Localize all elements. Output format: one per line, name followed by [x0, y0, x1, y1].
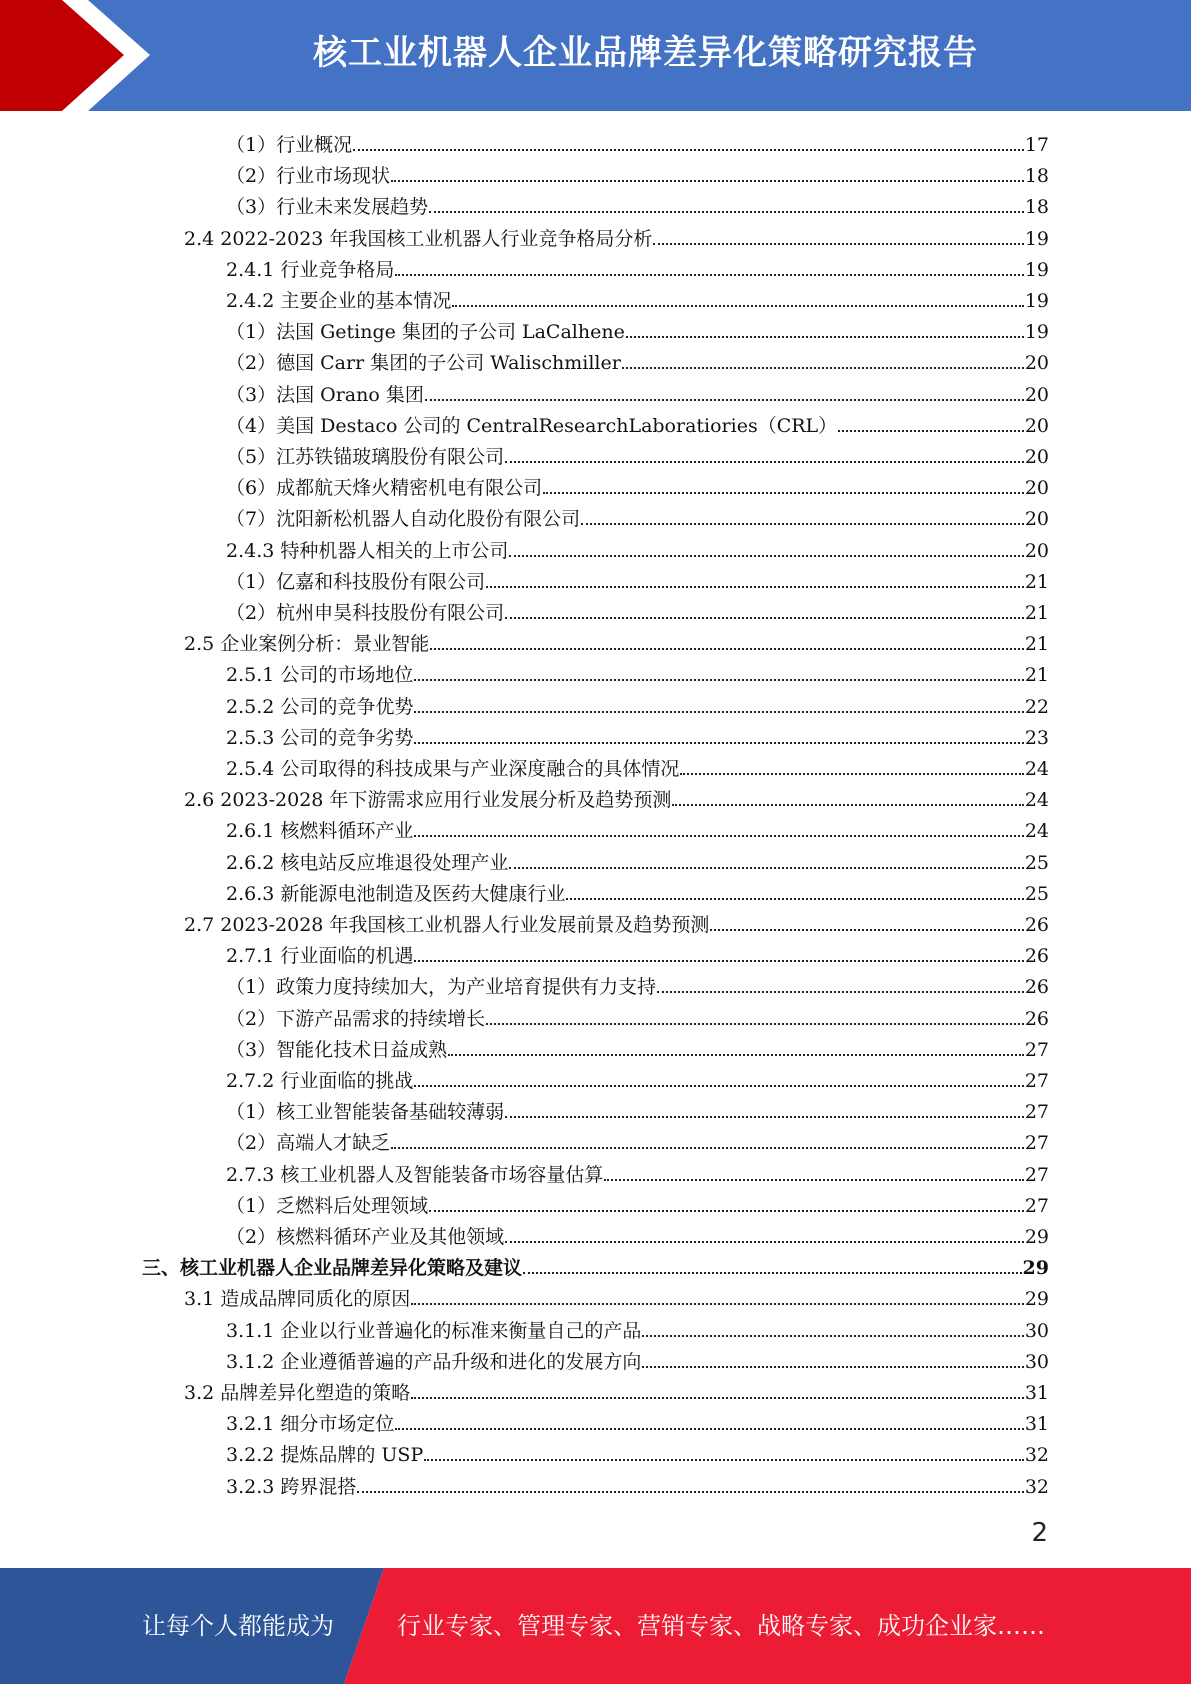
toc-entry[interactable] — [226, 813, 1049, 844]
footer-banner — [0, 1568, 1191, 1684]
toc-entry-title: 3.1 造成品牌同质化的原因 — [184, 1288, 411, 1310]
toc-entry-title: （3）智能化技术日益成熟 — [226, 1039, 448, 1061]
toc-entry-title: 2.6.1 核燃料循环产业 — [226, 820, 414, 842]
toc-dot-leader — [672, 782, 1023, 806]
toc-entry[interactable] — [184, 782, 1049, 813]
toc-dot-leader — [838, 408, 1024, 432]
toc-entry-page: 26 — [1024, 914, 1049, 936]
document-title: 核工业机器人企业品牌差异化策略研究报告 — [313, 33, 978, 73]
toc-entry-title: （2）杭州申昊科技股份有限公司 — [226, 602, 505, 624]
toc-entry-page: 23 — [1024, 727, 1049, 749]
toc-entry[interactable] — [226, 127, 1049, 158]
toc-dot-leader — [429, 189, 1024, 213]
toc-dot-leader — [414, 657, 1023, 681]
toc-entry[interactable] — [142, 1250, 1049, 1281]
toc-dot-leader — [357, 1469, 1023, 1493]
toc-dot-leader — [505, 439, 1024, 463]
toc-entry-page: 20 — [1024, 508, 1049, 530]
toc-entry[interactable] — [184, 1375, 1049, 1406]
toc-dot-leader — [509, 845, 1023, 869]
toc-entry-title: 2.5.3 公司的竞争劣势 — [226, 727, 414, 749]
toc-dot-leader — [642, 1313, 1023, 1337]
toc-entry-title: 2.4.1 行业竞争格局 — [226, 259, 395, 281]
toc-entry-page: 27 — [1024, 1101, 1049, 1123]
toc-entry-title: 2.4.3 特种机器人相关的上市公司 — [226, 540, 509, 562]
toc-entry[interactable] — [226, 283, 1049, 314]
toc-entry-page: 24 — [1024, 758, 1049, 780]
toc-entry-title: （7）沈阳新松机器人自动化股份有限公司 — [226, 508, 581, 530]
toc-entry[interactable] — [226, 657, 1049, 688]
toc-entry-title: （1）政策力度持续加大，为产业培育提供有力支持 — [226, 976, 657, 998]
toc-dot-leader — [425, 377, 1024, 401]
toc-entry-title: （4）美国 Destaco 公司的 CentralResearchLaboratiories（CRL） — [226, 415, 838, 437]
toc-entry-page: 27 — [1024, 1132, 1049, 1154]
toc-entry-page: 20 — [1024, 384, 1049, 406]
toc-dot-leader — [411, 1281, 1024, 1305]
toc-entry-page: 24 — [1024, 820, 1049, 842]
toc-entry-title: 2.7.2 行业面临的挑战 — [226, 1070, 414, 1092]
toc-entry[interactable] — [226, 1001, 1049, 1032]
toc-entry-title: 3.2 品牌差异化塑造的策略 — [184, 1382, 411, 1404]
toc-entry-page: 21 — [1024, 664, 1049, 686]
toc-entry-title: 3.1.2 企业遵循普遍的产品升级和进化的发展方向 — [226, 1351, 642, 1373]
toc-entry-page: 27 — [1024, 1195, 1049, 1217]
toc-dot-leader — [626, 314, 1024, 338]
footer-slogan-right: 行业专家、管理专家、营销专家、战略专家、成功企业家…… — [397, 1612, 1045, 1640]
toc-entry-page: 19 — [1024, 321, 1049, 343]
toc-entry[interactable] — [226, 252, 1049, 283]
toc-entry[interactable] — [226, 595, 1049, 626]
toc-entry-page: 31 — [1024, 1413, 1049, 1435]
toc-entry-title: （1）法国 Getinge 集团的子公司 LaCalhene — [226, 321, 625, 343]
toc-entry-page: 25 — [1024, 852, 1049, 874]
toc-entry-title: （3）法国 Orano 集团 — [226, 384, 424, 406]
toc-entry-title: 3.2.2 提炼品牌的 USP — [226, 1444, 424, 1466]
toc-entry[interactable] — [226, 1344, 1049, 1375]
toc-entry[interactable] — [226, 876, 1049, 907]
toc-entry-page: 19 — [1024, 259, 1049, 281]
toc-dot-leader — [414, 813, 1023, 837]
toc-entry-page: 30 — [1024, 1320, 1049, 1342]
toc-entry-page: 17 — [1024, 134, 1049, 156]
toc-entry-title: （5）江苏铁锚玻璃股份有限公司 — [226, 446, 505, 468]
toc-dot-leader — [505, 1219, 1024, 1243]
toc-entry[interactable] — [184, 626, 1049, 657]
toc-dot-leader — [424, 1437, 1024, 1461]
toc-entry[interactable] — [226, 501, 1049, 532]
toc-entry[interactable] — [226, 439, 1049, 470]
toc-entry[interactable] — [226, 938, 1049, 969]
toc-entry-page: 29 — [1024, 1288, 1049, 1310]
toc-entry[interactable] — [184, 221, 1049, 252]
toc-entry-page: 20 — [1024, 352, 1049, 374]
toc-entry[interactable] — [226, 314, 1049, 345]
footer-slogan-left: 让每个人都能成为 — [142, 1612, 334, 1640]
toc-entry[interactable] — [226, 470, 1049, 501]
toc-entry[interactable] — [226, 533, 1049, 564]
toc-dot-leader — [430, 626, 1024, 650]
toc-dot-leader — [414, 1063, 1023, 1087]
toc-entry[interactable] — [226, 1094, 1049, 1125]
toc-entry[interactable] — [226, 1125, 1049, 1156]
toc-entry-page: 26 — [1024, 976, 1049, 998]
toc-dot-leader — [452, 283, 1023, 307]
toc-entry-page: 30 — [1024, 1351, 1049, 1373]
header-banner — [0, 0, 1191, 111]
toc-entry-page: 27 — [1024, 1039, 1049, 1061]
toc-entry-page: 20 — [1024, 446, 1049, 468]
toc-entry[interactable] — [226, 1469, 1049, 1500]
toc-entry-page: 18 — [1024, 196, 1049, 218]
toc-entry[interactable] — [226, 377, 1049, 408]
toc-entry-page: 26 — [1024, 1008, 1049, 1030]
toc-entry-page: 32 — [1024, 1476, 1049, 1498]
toc-entry-title: （1）乏燃料后处理领域 — [226, 1195, 429, 1217]
toc-entry-title: 3.2.1 细分市场定位 — [226, 1413, 395, 1435]
toc-entry[interactable] — [226, 720, 1049, 751]
toc-entry-title: 2.7.3 核工业机器人及智能装备市场容量估算 — [226, 1164, 604, 1186]
toc-entry[interactable] — [226, 345, 1049, 376]
toc-dot-leader — [414, 938, 1023, 962]
toc-entry-page: 21 — [1024, 571, 1049, 593]
red-arrow-decoration — [0, 0, 150, 111]
toc-dot-leader — [509, 533, 1023, 557]
toc-entry-title: 2.4.2 主要企业的基本情况 — [226, 290, 452, 312]
toc-entry-title: 2.7.1 行业面临的机遇 — [226, 945, 414, 967]
toc-dot-leader — [395, 1406, 1023, 1430]
toc-entry[interactable] — [226, 751, 1049, 782]
toc-entry-title: 3.2.3 跨界混搭 — [226, 1476, 357, 1498]
toc-dot-leader — [523, 1250, 1022, 1274]
toc-dot-leader — [414, 689, 1023, 713]
toc-entry-page: 27 — [1024, 1070, 1049, 1092]
toc-entry-page: 26 — [1024, 945, 1049, 967]
toc-dot-leader — [395, 252, 1023, 276]
toc-dot-leader — [710, 907, 1023, 931]
toc-entry[interactable] — [226, 1032, 1049, 1063]
toc-entry-page: 20 — [1024, 477, 1049, 499]
toc-entry[interactable] — [226, 189, 1049, 220]
toc-dot-leader — [604, 1157, 1023, 1181]
toc-dot-leader — [657, 969, 1024, 993]
toc-entry-title: 2.6.2 核电站反应堆退役处理产业 — [226, 852, 509, 874]
toc-dot-leader — [414, 720, 1023, 744]
toc-entry-page: 24 — [1024, 789, 1049, 811]
toc-dot-leader — [680, 751, 1023, 775]
toc-entry[interactable] — [226, 1313, 1049, 1344]
toc-dot-leader — [391, 1125, 1024, 1149]
toc-dot-leader — [642, 1344, 1023, 1368]
toc-entry-title: 2.4 2022-2023 年我国核工业机器人行业竞争格局分析 — [184, 228, 653, 250]
toc-entry-title: 3.1.1 企业以行业普遍化的标准来衡量自己的产品 — [226, 1320, 642, 1342]
toc-entry-title: （2）行业市场现状 — [226, 165, 391, 187]
toc-dot-leader — [391, 158, 1024, 182]
toc-entry[interactable] — [184, 1281, 1049, 1312]
toc-dot-leader — [448, 1032, 1024, 1056]
toc-entry[interactable] — [226, 158, 1049, 189]
toc-entry[interactable] — [226, 1406, 1049, 1437]
toc-entry-title: 2.5.1 公司的市场地位 — [226, 664, 414, 686]
toc-dot-leader — [353, 127, 1024, 151]
toc-entry-title: （2）高端人才缺乏 — [226, 1132, 391, 1154]
toc-dot-leader — [486, 1001, 1024, 1025]
toc-entry-page: 27 — [1024, 1164, 1049, 1186]
toc-entry-title: 2.6.3 新能源电池制造及医药大健康行业 — [226, 883, 566, 905]
toc-entry[interactable] — [184, 907, 1049, 938]
toc-entry-title: 2.5 企业案例分析：景业智能 — [184, 633, 430, 655]
toc-entry-page: 20 — [1024, 540, 1049, 562]
toc-entry[interactable] — [226, 689, 1049, 720]
toc-entry[interactable] — [226, 1063, 1049, 1094]
toc-entry-page: 22 — [1024, 696, 1049, 718]
toc-entry-page: 19 — [1024, 228, 1049, 250]
toc-entry-title: 2.7 2023-2028 年我国核工业机器人行业发展前景及趋势预测 — [184, 914, 710, 936]
toc-entry-page: 29 — [1022, 1257, 1049, 1279]
page-number: 2 — [1031, 1518, 1048, 1548]
toc-entry-title: （2）核燃料循环产业及其他领域 — [226, 1226, 505, 1248]
toc-entry-title: （2）德国 Carr 集团的子公司 Walischmiller — [226, 352, 621, 374]
toc-entry-title: 2.5.2 公司的竞争优势 — [226, 696, 414, 718]
toc-dot-leader — [505, 595, 1024, 619]
toc-entry[interactable] — [226, 1188, 1049, 1219]
toc-dot-leader — [543, 470, 1024, 494]
toc-entry[interactable] — [226, 1437, 1049, 1468]
toc-entry[interactable] — [226, 1157, 1049, 1188]
toc-dot-leader — [622, 345, 1024, 369]
toc-entry-title: 2.5.4 公司取得的科技成果与产业深度融合的具体情况 — [226, 758, 680, 780]
toc-entry-page: 21 — [1024, 633, 1049, 655]
toc-entry-page: 32 — [1024, 1444, 1049, 1466]
toc-entry-page: 21 — [1024, 602, 1049, 624]
toc-entry-page: 19 — [1024, 290, 1049, 312]
toc-dot-leader — [581, 501, 1024, 525]
toc-dot-leader — [411, 1375, 1024, 1399]
toc-dot-leader — [566, 876, 1023, 900]
toc-entry-title: （2）下游产品需求的持续增长 — [226, 1008, 486, 1030]
toc-entry-title: 2.6 2023-2028 年下游需求应用行业发展分析及趋势预测 — [184, 789, 672, 811]
toc-entry-page: 31 — [1024, 1382, 1049, 1404]
toc-dot-leader — [505, 1094, 1024, 1118]
toc-entry-title: 三、核工业机器人企业品牌差异化策略及建议 — [142, 1257, 523, 1279]
toc-entry[interactable] — [226, 969, 1049, 1000]
toc-entry-page: 20 — [1024, 415, 1049, 437]
toc-entry-title: （1）核工业智能装备基础较薄弱 — [226, 1101, 505, 1123]
toc-entry[interactable] — [226, 564, 1049, 595]
toc-entry[interactable] — [226, 408, 1049, 439]
toc-entry-page: 29 — [1024, 1226, 1049, 1248]
toc-entry-title: （6）成都航天烽火精密机电有限公司 — [226, 477, 543, 499]
toc-entry-title: （1）行业概况 — [226, 134, 353, 156]
toc-entry[interactable] — [226, 845, 1049, 876]
toc-dot-leader — [653, 221, 1023, 245]
toc-entry-page: 18 — [1024, 165, 1049, 187]
toc-dot-leader — [486, 564, 1024, 588]
toc-entry-title: （3）行业未来发展趋势 — [226, 196, 429, 218]
toc-entry[interactable] — [226, 1219, 1049, 1250]
toc-entry-page: 25 — [1024, 883, 1049, 905]
toc-entry-title: （1）亿嘉和科技股份有限公司 — [226, 571, 486, 593]
toc-dot-leader — [429, 1188, 1024, 1212]
